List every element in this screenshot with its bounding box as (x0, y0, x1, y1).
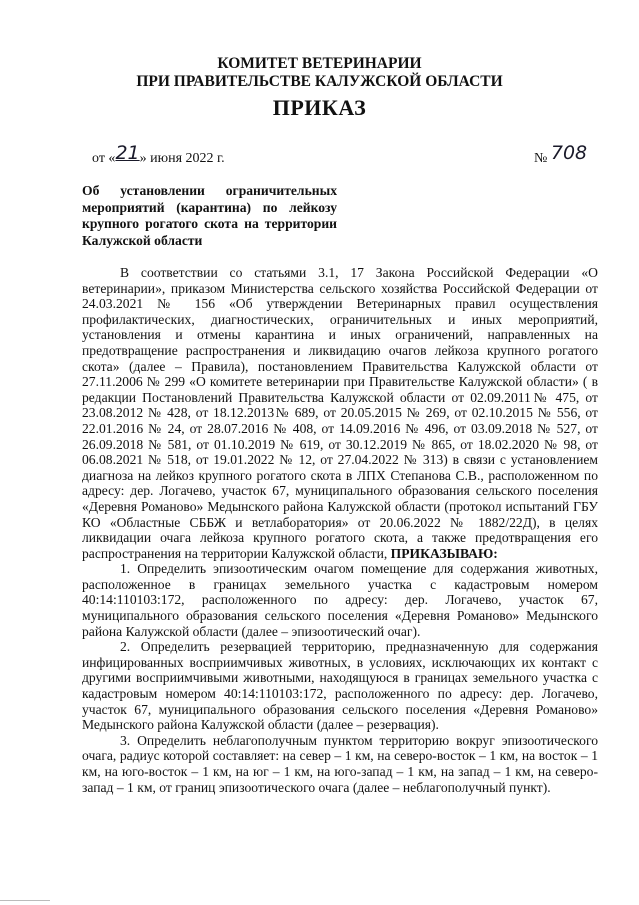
preamble-text: В соответствии со статьями 3.1, 17 Закона Российской Федерации «О ветеринарии», приказом Министерства сельского хозяйства Российской Федерации от 24.03.2021 № 156 «Об утверждении Ветеринарных правил осуществления профилактических, диагностических, ограничительных и иных мероприятий, установления и отмены карантина и иных ограничений, направленных на предотвращение распространения и ликвидацию очагов лейкоза крупного рогатого скота» (далее – Правила), постановлением Правительства Калужской области от 27.11.2006 № 299 «О комитете ветеринарии при Правительстве Калужской области» ( в редакции Постановлений Правительства Калужской области от 02.09.2011№ 475, от 23.08.2012 № 428, от 18.12.2013№ 689, от 20.05.2015 № 269, от 02.10.2015 № 556, от 22.01.2016 № 24, от 28.07.2016 № 408, от 14.09.2016 № 496, от 03.09.2018 № 527, от 26.09.2018 № 581, от 01.10.2019 № 619, от 30.12.2019 № 865, от 18.02.2020 № 98, от 06.08.2021 № 518, от 19.01.2022 № 12, от 27.04.2022 № 313) в связи с установлением диагноза на лейкоз крупного рогатого скота в ЛПХ Степанова С.В., расположенном по адресу: дер. Логачево, участок 67, муниципального образования сельского поселения «Деревня Романово» Медынского района Калужской области (протокол испытаний ГБУ КО «Областные СББЖ и ветлаборатория» от 20.06.2022 № 1882/22Д), в целях ликвидации очага лейкоза крупного рогатого скота, а также предотвращения его распространения на территории Калужской области, (82, 265, 598, 561)
order-item-1: 1. Определить эпизоотическим очагом помещение для содержания животных, расположенное в границах земельного участка с кадастровым номером 40:14:110103:172, расположенного по адресу: дер. Логачево, участок 67, муниципального образования сельского поселения «Деревня Романово» Медынского района Калужской области (далее – эпизоотический очаг). (82, 561, 598, 639)
document-type-title: ПРИКАЗ (272, 95, 367, 120)
page-edge-mark (0, 900, 50, 901)
org-name-line-2: ПРИ ПРАВИТЕЛЬСТВЕ КАЛУЖСКОЙ ОБЛАСТИ (136, 73, 503, 90)
document-subject: Об установлении ограничительных мероприятий (карантина) по лейкозу крупного рогатого скота на территории Калужской области (82, 183, 337, 248)
document-body (82, 265, 598, 795)
order-item-2: 2. Определить резервацией территорию, предназначенную для содержания инфицированных восприимчивых животных, в условиях, исключающих их контакт с другими восприимчивыми животными, находящуюся в границах земельного участка с кадастровым номером 40:14:110103:172, расположенного по адресу: дер. Логачево, участок 67, муниципального образования сельского поселения «Деревня Романово» Медынского района Калужской области (далее – резервация). (82, 639, 598, 733)
date-day-handwritten: 21 (115, 142, 140, 164)
order-item-3: 3. Определить неблагополучным пунктом территорию вокруг эпизоотического очага, радиус которой составляет: на север – 1 км, на северо-восток – 1 км, на восток – 1 км, на юго-восток – 1 км, на юг – 1 км, на юго-запад – 1 км, на запад – 1 км, на северо-запад – 1 км, от границ эпизоотического очага (далее – неблагополучный пункт). (82, 732, 598, 795)
date-prefix: от « (92, 151, 116, 166)
document-date (92, 142, 225, 167)
number-handwritten: 708 (550, 142, 588, 164)
organization-header (0, 55, 639, 91)
decree-word: ПРИКАЗЫВАЮ: (390, 545, 498, 561)
preamble-paragraph (82, 265, 598, 561)
date-suffix: » июня 2022 г. (139, 151, 225, 166)
document-number (534, 142, 588, 167)
number-prefix: № (534, 151, 548, 166)
org-name-line-1: КОМИТЕТ ВЕТЕРИНАРИИ (217, 55, 422, 72)
